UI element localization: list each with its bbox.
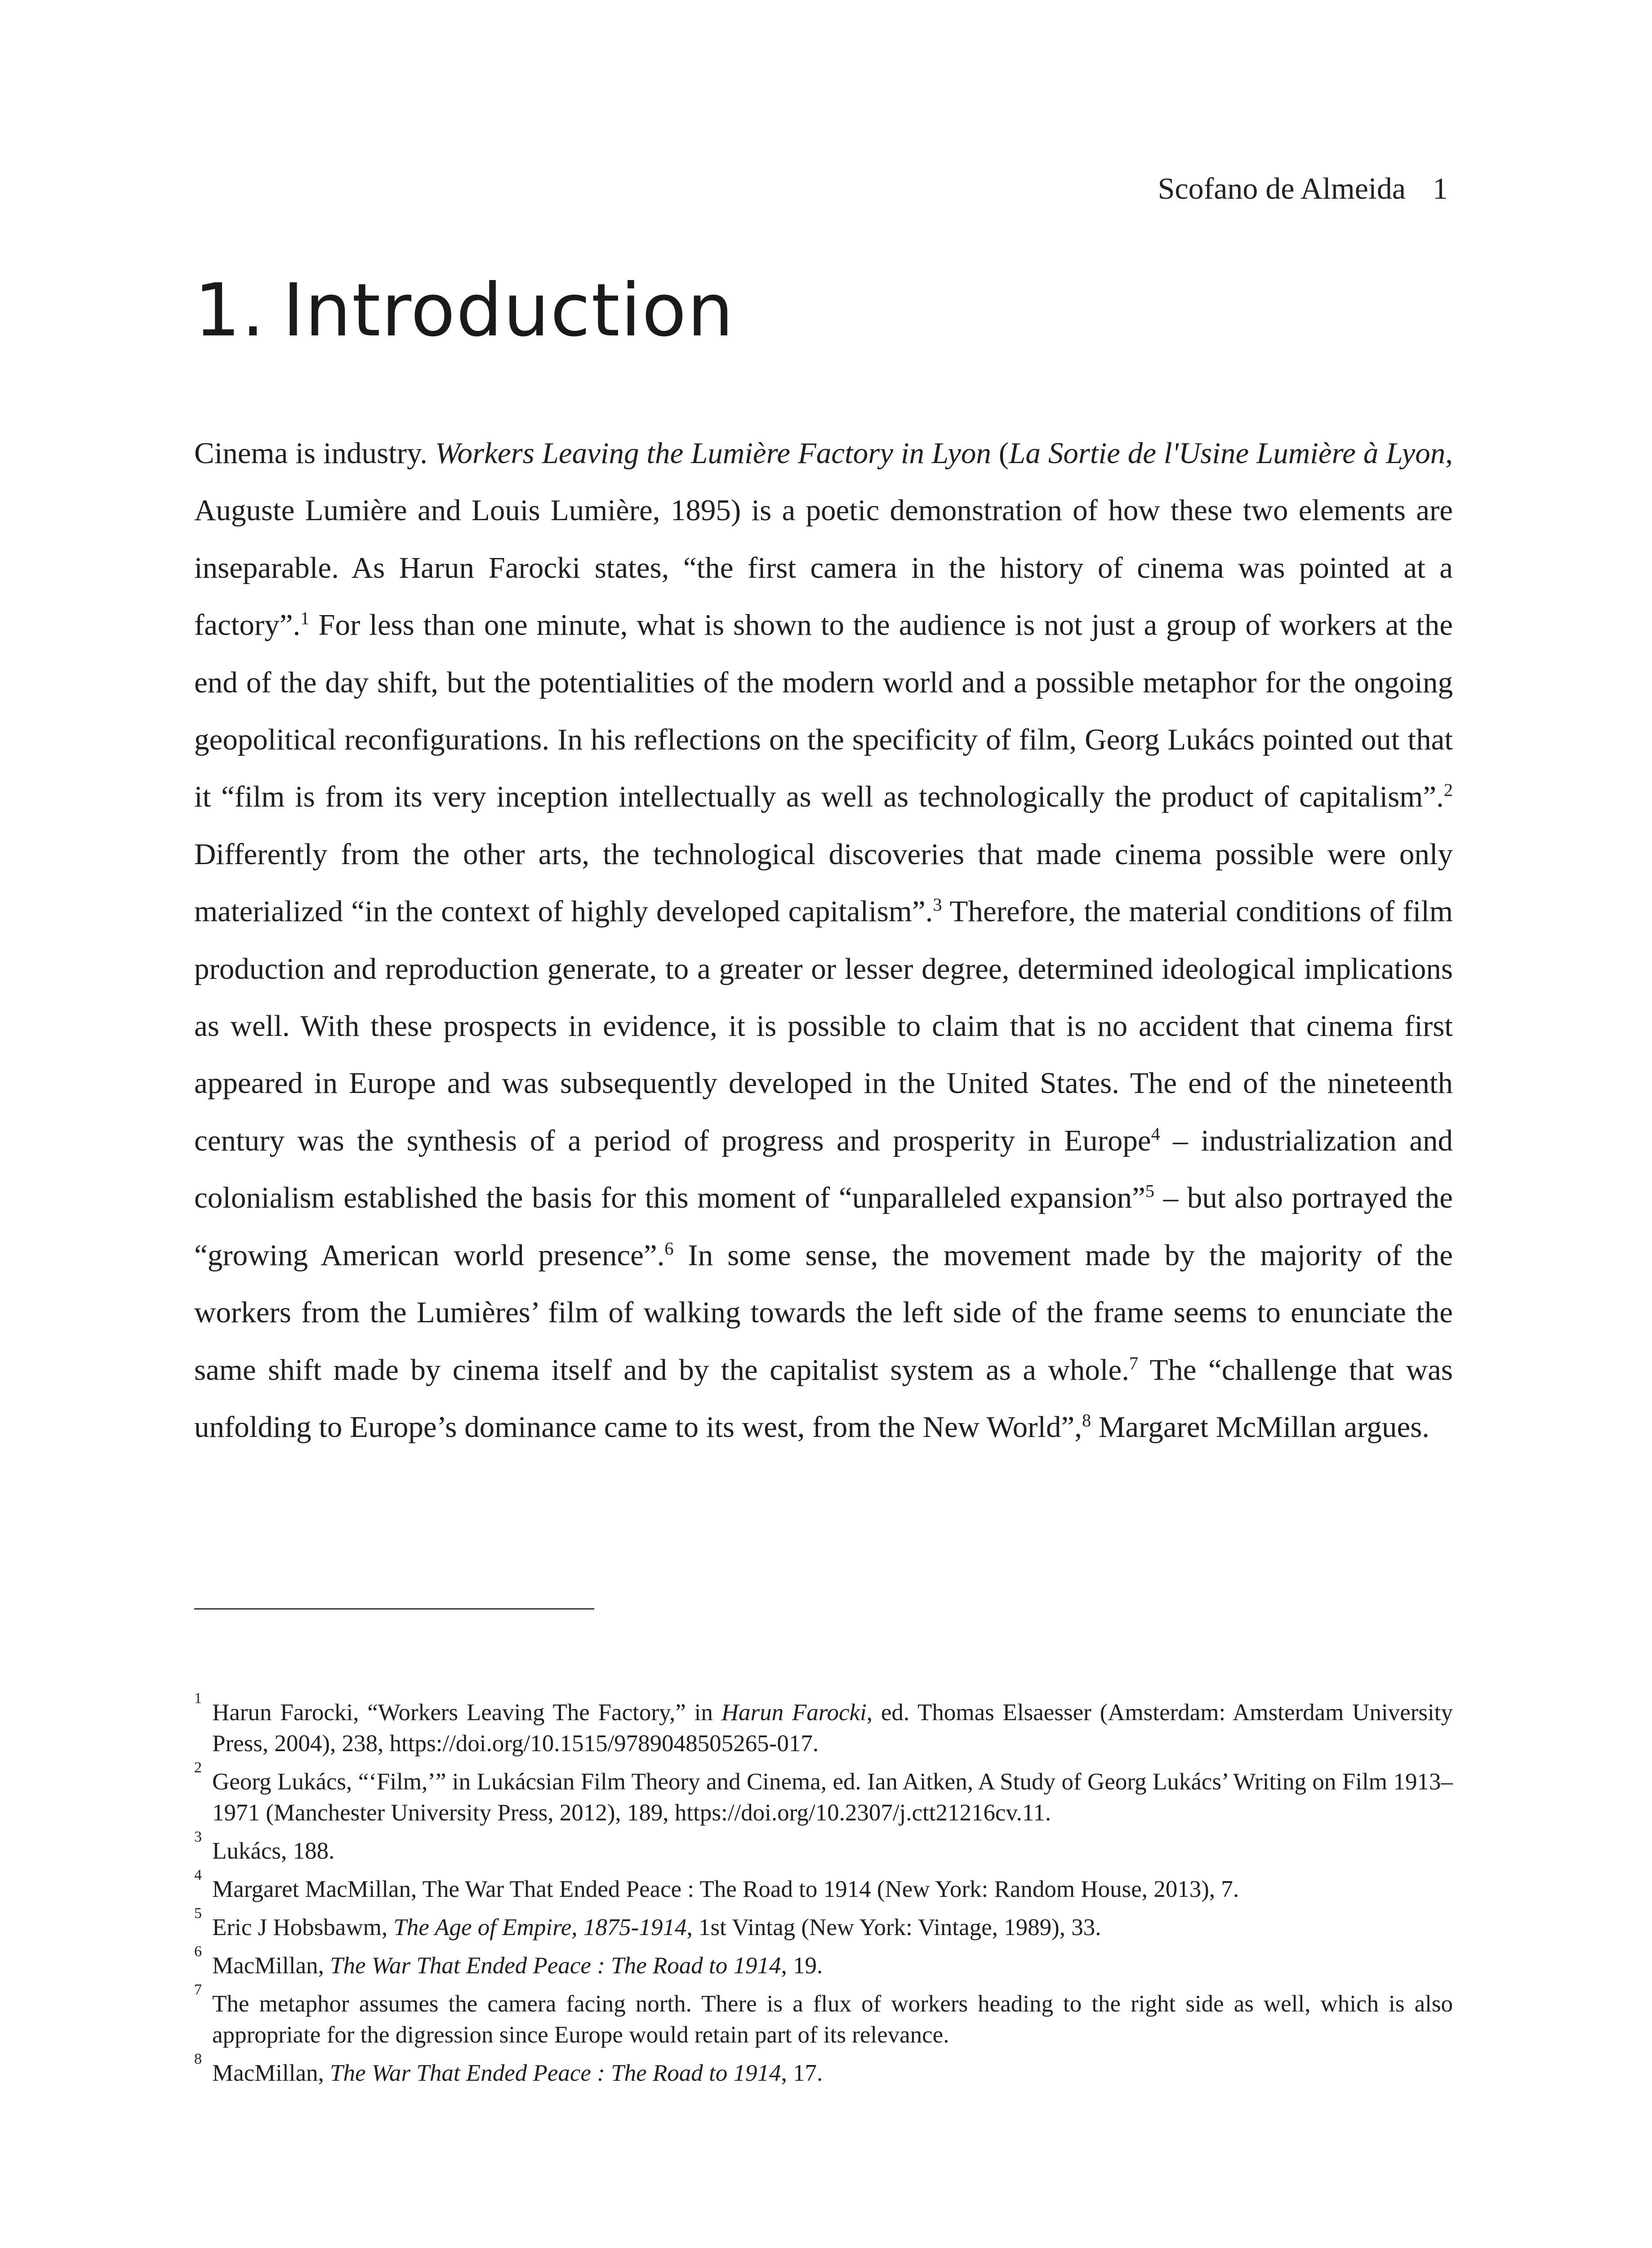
footnote bbox=[194, 1759, 1453, 1829]
text-run: , 17. bbox=[781, 2060, 823, 2086]
footnote-reference: 7 bbox=[1129, 1353, 1139, 1374]
text-run: , 1st Vintag (New York: Vintage, 1989), 33. bbox=[686, 1914, 1101, 1940]
text-run: Lukács, 188. bbox=[212, 1838, 335, 1864]
page-number: 1 bbox=[1433, 171, 1448, 205]
text-run: – industrialization and colonialism established the basis for this moment of “unparalleled expansion” bbox=[194, 1124, 1453, 1215]
text-run: Eric J Hobsbawm, bbox=[212, 1914, 394, 1940]
text-run: For less than one minute, what is shown to the audience is not just a group of workers at the end of the day shift, but the potentialities of the modern world and a possible metaphor for the ongoing geopolitical reconfigurations. In his reflections on the specificity of film, Georg Lukács pointed out that it “film is from its very inception intellectually as well as technologically the product of capitalism”. bbox=[194, 608, 1453, 814]
text-run: ( bbox=[991, 437, 1009, 470]
text-run: Differently from the other arts, the technological discoveries that made cinema possible were only materialized “in the context of highly developed capitalism”. bbox=[194, 837, 1453, 928]
text-run: Cinema is industry. bbox=[194, 437, 435, 470]
italic-text: La Sortie de l'Usine Lumière à Lyon bbox=[1009, 437, 1446, 470]
footnote-marker: 7 bbox=[194, 1981, 202, 1998]
footnotes-section bbox=[194, 1690, 1453, 2096]
text-run: MacMillan, bbox=[212, 2060, 330, 2086]
header-author: Scofano de Almeida bbox=[1158, 171, 1406, 205]
footnote-marker: 2 bbox=[194, 1759, 202, 1776]
footnote-reference: 4 bbox=[1151, 1124, 1160, 1144]
footnote-marker: 6 bbox=[194, 1943, 202, 1960]
footnote-reference: 5 bbox=[1145, 1181, 1154, 1201]
italic-text: Harun Farocki bbox=[721, 1699, 867, 1726]
chapter-number: 1. bbox=[194, 268, 266, 353]
chapter-title bbox=[194, 268, 735, 353]
text-run: , ed. Thomas Elsaesser (Amsterdam: Amsterdam University Press, 2004), 238, https://doi.org/10.1515/9789048505265-017. bbox=[212, 1699, 1453, 1757]
italic-text: The War That Ended Peace : The Road to 1914 bbox=[330, 2060, 781, 2086]
footnote bbox=[194, 1867, 1453, 1905]
text-run: Harun Farocki, “Workers Leaving The Factory,” in bbox=[212, 1699, 721, 1726]
footnote-marker: 8 bbox=[194, 2051, 202, 2067]
footnote bbox=[194, 2051, 1453, 2089]
text-run: MacMillan, bbox=[212, 1953, 330, 1979]
footnote-reference: 8 bbox=[1082, 1410, 1091, 1431]
running-header bbox=[1158, 173, 1448, 204]
text-run: Margaret MacMillan, The War That Ended Peace : The Road to 1914 (New York: Random House, 2013), 7. bbox=[212, 1876, 1239, 1902]
footnote bbox=[194, 1981, 1453, 2051]
footnote-marker: 4 bbox=[194, 1867, 202, 1883]
footnote-reference: 2 bbox=[1443, 780, 1453, 801]
text-run: , 19. bbox=[781, 1953, 823, 1979]
footnote-reference: 3 bbox=[933, 894, 942, 915]
footnote-marker: 5 bbox=[194, 1905, 202, 1922]
text-run: , Auguste Lumière and Louis Lumière, 1895) is a poetic demonstration of how these two elements are inseparable. As Harun Farocki states, “the first camera in the history of cinema was pointed at a factory”. bbox=[194, 437, 1453, 642]
text-run: In some sense, the movement made by the majority of the workers from the Lumières’ film of walking towards the left side of the frame seems to enunciate the same shift made by cinema itself and by the capitalist system as a whole. bbox=[194, 1238, 1453, 1387]
text-run: Georg Lukács, “‘Film,’” in Lukácsian Film Theory and Cinema, ed. Ian Aitken, A Study of Georg Lukács’ Writing on Film 1913–1971 (Manchester University Press, 2012), 189, https://doi.org/10.2307/j.ctt21216cv.11. bbox=[212, 1769, 1453, 1826]
footnote bbox=[194, 1905, 1453, 1943]
italic-text: Workers Leaving the Lumière Factory in Lyon bbox=[435, 437, 991, 470]
italic-text: The Age of Empire, 1875-1914 bbox=[393, 1914, 687, 1940]
footnote-marker: 1 bbox=[194, 1690, 202, 1707]
text-run: – but also portrayed the “growing American world presence”. bbox=[194, 1181, 1453, 1272]
footnote bbox=[194, 1829, 1453, 1867]
footnote bbox=[194, 1943, 1453, 1981]
body-paragraph bbox=[194, 425, 1453, 1456]
footnote-reference: 1 bbox=[300, 608, 310, 629]
italic-text: The War That Ended Peace : The Road to 1914 bbox=[330, 1953, 781, 1979]
text-run: Therefore, the material conditions of film production and reproduction generate, to a greater or lesser degree, determined ideological implications as well. With these prospects in evidence, it is possible to claim that is no accident that cinema first appeared in Europe and was subsequently developed in the United States. The end of the nineteenth century was the synthesis of a period of progress and prosperity in Europe bbox=[194, 895, 1453, 1157]
text-run: The “challenge that was unfolding to Europe’s dominance came to its west, from the New World”, bbox=[194, 1353, 1453, 1444]
text-run: Margaret McMillan argues. bbox=[1091, 1410, 1430, 1444]
footnote-marker: 3 bbox=[194, 1829, 202, 1845]
footnote-reference: 6 bbox=[664, 1238, 674, 1259]
chapter-title-text: Introduction bbox=[282, 268, 735, 353]
footnote bbox=[194, 1690, 1453, 1759]
footnote-separator bbox=[194, 1608, 594, 1610]
text-run: The metaphor assumes the camera facing north. There is a flux of workers heading to the right side as well, which is also appropriate for the digression since Europe would retain part of its relevance. bbox=[212, 1991, 1453, 2048]
